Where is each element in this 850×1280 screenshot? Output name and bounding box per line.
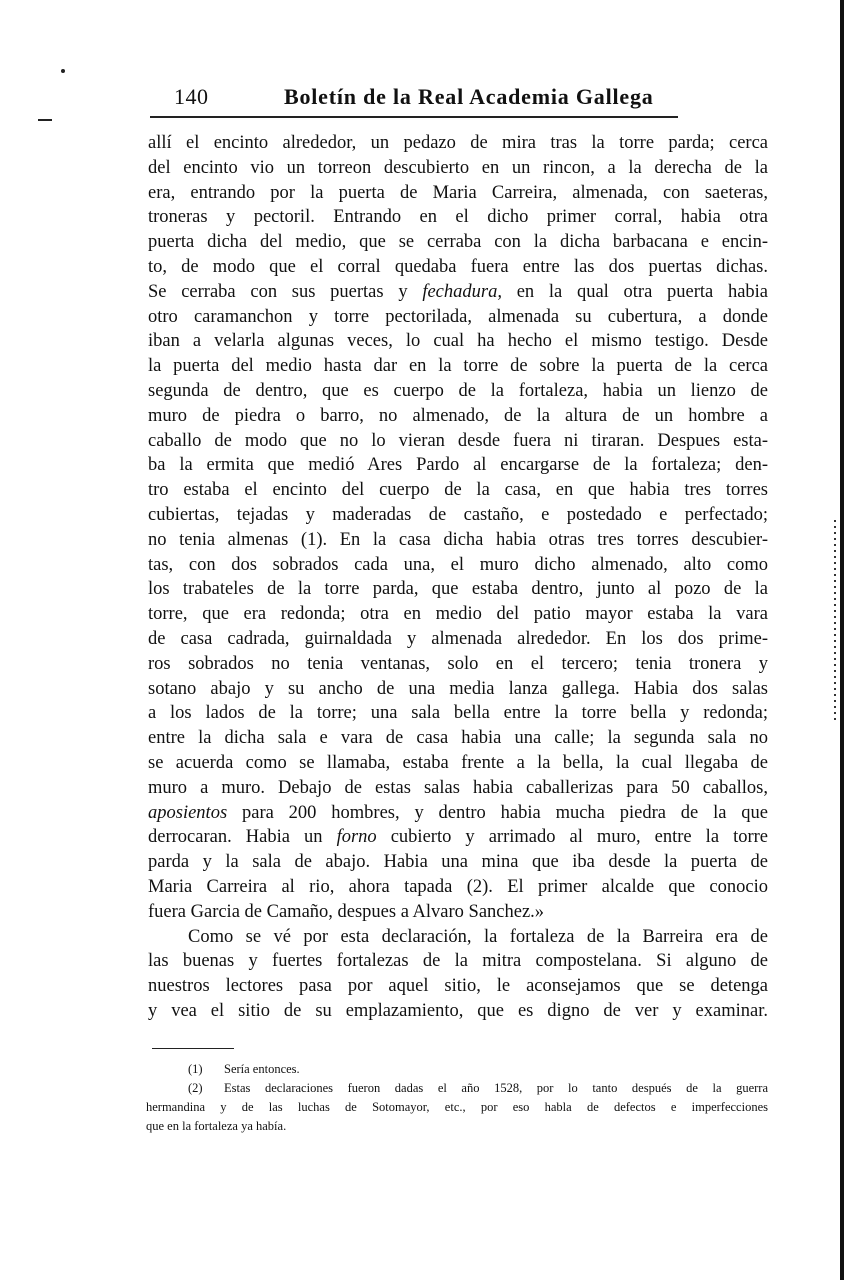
scan-speck [61,69,65,73]
header-rule [150,116,678,118]
text-line: a los lados de la torre; una sala bella entre la torre bella y redonda; [148,703,768,724]
footnote-number: (2) [188,1081,203,1095]
text-line: otro caramanchon y torre pectorilada, almenada su cubertura, a donde [148,306,768,327]
text-line: muro a muro. Debajo de estas salas habia caballerizas para 50 caballos, [148,777,768,798]
text-line: del encinto vio un torreon descubierto en un rincon, a la derecha de la [148,157,768,178]
footnote-text: Estas declaraciones fueron dadas el año 1528, por lo tanto después de la guerra [224,1081,768,1095]
text-line: iban a velarla algunas veces, lo cual ha hecho el mismo testigo. Desde [148,331,768,352]
scan-edge [840,0,844,1280]
footnote-text: hermandina y de las luchas de Sotomayor, etc., por eso habla de defectos e imperfecciones [146,1100,768,1114]
text-line: nuestros lectores pasa por aquel sitio, le aconsejamos que se detenga [148,976,768,997]
text-line: los trabateles de la torre parda, que estaba dentro, junto al pozo de la [148,579,768,600]
text-line: ba la ermita que medió Ares Pardo al encargarse de la fortaleza; den- [148,455,768,476]
footnote-2 [146,1079,768,1098]
text-line: las buenas y fuertes fortalezas de la mitra compostelana. Si alguno de [148,951,768,972]
text-fragment: cubierto y arrimado al muro, entre la torre [390,827,769,848]
text-line: to, de modo que el corral quedaba fuera entre las dos puertas dichas. [148,256,768,277]
text-line: puerta dicha del medio, que se cerraba con la dicha barbacana e encin- [148,232,768,253]
text-line: troneras y pectoril. Entrando en el dicho primer corral, habia otra [148,207,768,228]
text-line: caballo de modo que no lo vieran desde fuera ni tiraran. Despues esta- [148,430,768,451]
text-line: ros sobrados no tenia ventanas, solo en el tercero; tenia tronera y [148,653,768,674]
footnote-2-continued [146,1117,768,1136]
page-number: 140 [174,84,209,109]
text-line [148,280,768,305]
footnote-2-continued [146,1098,768,1117]
text-line [148,801,768,826]
text-line: cubiertas, tejadas y maderadas de castaño, e postedado e perfectado; [148,504,768,525]
footnote-number: (1) [188,1062,203,1076]
italic-word: forno [336,827,377,848]
footnotes [146,1060,768,1136]
text-line: y vea el sitio de su emplazamiento, que es digno de ver y examinar. [148,1000,768,1021]
text-line: no tenia almenas (1). En la casa dicha habia otras tres torres descubier- [148,529,768,550]
text-fragment: derrocaran. Habia un [148,827,323,848]
text-line: era, entrando por la puerta de Maria Carreira, almenada, con saeteras, [148,182,768,203]
footnote-text: que en la fortaleza ya había. [146,1119,287,1133]
text-line: allí el encinto alrededor, un pedazo de mira tras la torre parda; cerca [148,133,768,153]
text-line: se acuerda como se llamaba, estaba frente a la bella, la cual llegaba de [148,752,768,773]
scan-edge-noise [834,520,836,720]
text-line: sotano abajo y su ancho de una media lanza gallega. Habia dos salas [148,678,768,699]
text-line: de casa cadrada, guirnaldada y almenada alrededor. En los dos prime- [148,628,768,649]
text-line: Como se vé por esta declaración, la fortaleza de la Barreira era de [188,926,768,947]
italic-word: fechadura, [422,281,502,302]
text-line: Maria Carreira al rio, ahora tapada (2). El primer alcalde que conocio [148,876,768,897]
footnote-text: Sería entonces. [224,1062,300,1076]
page-header [174,82,654,114]
text-fragment: en la qual otra puerta habia [516,281,769,302]
text-line: entre la dicha sala e vara de casa habia una calle; la segunda sala no [148,728,768,749]
text-fragment: Se cerraba con sus puertas y [148,281,408,302]
text-line [148,825,768,850]
text-line: la puerta del medio hasta dar en la torre de sobre la puerta de la cerca [148,356,768,377]
body-text [148,131,768,1024]
text-fragment: para 200 hombres, y dentro habia mucha piedra de la que [242,802,769,823]
scan-margin-mark [38,119,52,121]
text-line: parda y la sala de abajo. Habia una mina que iba desde la puerta de [148,852,768,873]
text-line: tro estaba el encinto del cuerpo de la casa, en que habia tres torres [148,480,768,501]
text-line: muro de piedra o barro, no almenado, de la altura de un hombre a [148,405,768,426]
text-line: torre, que era redonda; otra en medio del patio mayor estaba la vara [148,604,768,625]
running-title: Boletín de la Real Academia Gallega [284,84,654,109]
footnote-rule [152,1048,234,1049]
text-line: tas, con dos sobrados cada una, el muro dicho almenado, alto como [148,554,768,575]
text-line: fuera Garcia de Camaño, despues a Alvaro Sanchez.» [148,901,545,922]
text-line: segunda de dentro, que es cuerpo de la fortaleza, habia un lienzo de [148,380,768,401]
footnote-1 [146,1060,768,1079]
italic-word: aposientos [148,802,228,823]
